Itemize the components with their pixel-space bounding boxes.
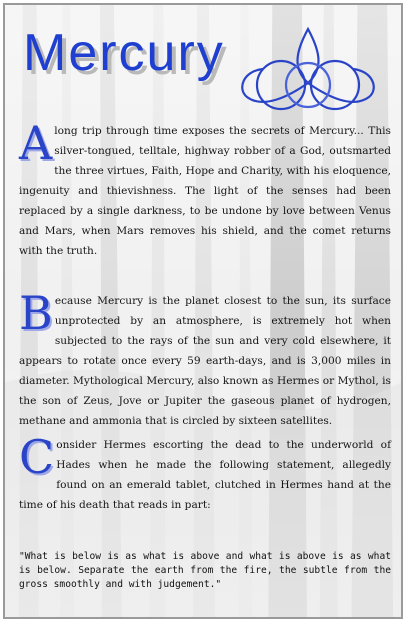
paragraph-1 — [19, 116, 391, 261]
page-frame — [3, 3, 403, 619]
paragraph-2 — [19, 286, 391, 431]
drop-cap-1: A — [19, 116, 53, 170]
paragraph-3-text: onsider Hermes escorting the dead to the underworld of Hades when he made the following statement, allegedly found on an emerald tablet, clutched in Hermes hand at the time of his death that reads in part: — [19, 439, 391, 511]
paragraph-2-text: ecause Mercury is the planet closest to the sun, its surface unprotected by an atmosphere, is extremely hot when subjected to the rays of the sun and very cold elsewhere, it appears to rotate once every 59 earth-days, and is 3,000 miles in diameter. Mythological Mercury, also known as Hermes or Mythol, is the son of Zeus, Jove or Jupiter the gaseous planet of hydrogen, methane and ammonia that is circled by sixteen satellites. — [19, 295, 391, 427]
page-title: Mercury — [23, 24, 225, 82]
paragraph-3 — [19, 430, 391, 515]
drop-cap-2: B — [19, 286, 53, 340]
paragraph-1-text: long trip through time exposes the secrets of Mercury... This silver-tongued, telltale, highway robber of a God, outsmarted the three virtues, Faith, Hope and Charity, with his eloquence, ingenuity and thievishness. The light of the senses had been replaced by a single darkness, to be undone by love between Venus and Mars, when Mars removes his shield, and the comet returns with the truth. — [19, 125, 391, 257]
emerald-tablet-quote: "What is below is as what is above and what is above is as what is below. Separate the earth from the fire, the subtle from the gross smoothly and with judgement." — [19, 551, 391, 590]
celtic-knot-icon — [233, 23, 383, 115]
drop-cap-3: C — [19, 430, 55, 484]
